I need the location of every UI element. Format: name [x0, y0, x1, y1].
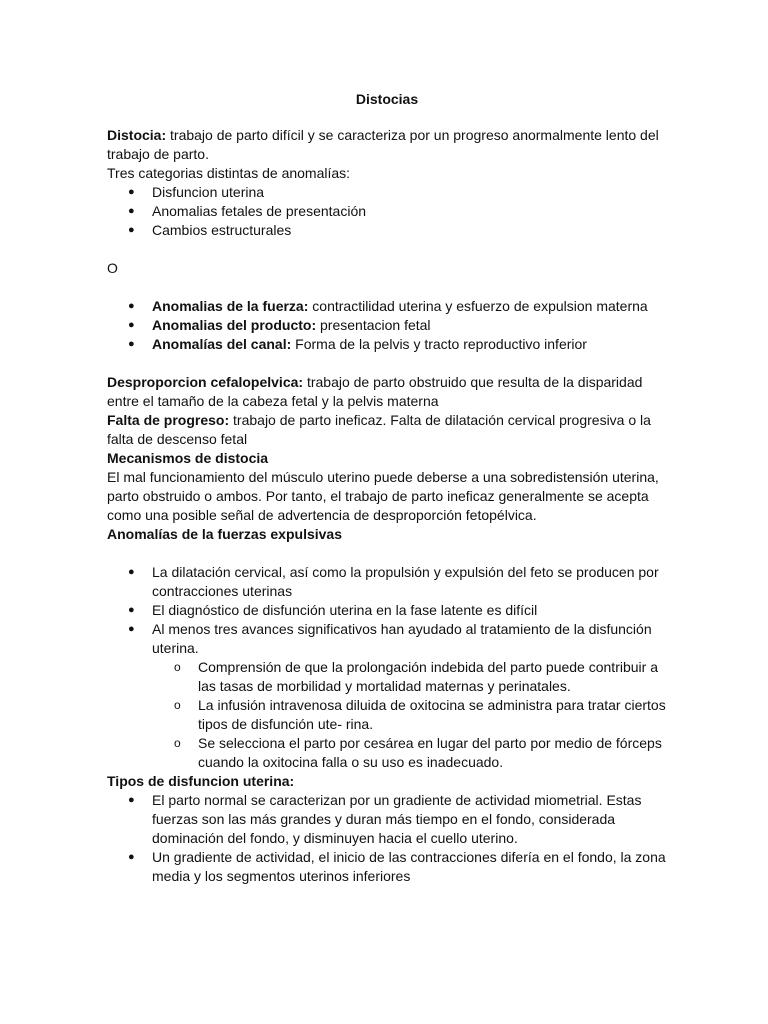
term-label: Anomalias de la fuerza:	[152, 298, 309, 314]
term-label: Distocia:	[107, 127, 167, 143]
anomaly-list	[107, 297, 667, 354]
list-item: ● Anomalias fetales de presentación	[107, 202, 667, 221]
fuerzas-list	[107, 563, 667, 658]
list-item	[107, 297, 667, 316]
page-title: Distocias	[355, 91, 419, 107]
term-text: trabajo de parto obstruido que resulta de la disparidad entre el tamaño de la cabeza fetal y la pelvis materna	[107, 374, 643, 409]
heading-text: Tipos de disfuncion uterina:	[107, 773, 295, 789]
term-text: trabajo de parto difícil y se caracteriza por un progreso anormalmente lento del trabajo de parto.	[107, 127, 659, 162]
list-item: ● La dilatación cervical, así como la propulsión y expulsión del feto se producen por contracciones uterinas	[107, 563, 667, 601]
list-item: ● Al menos tres avances significativos han ayudado al tratamiento de la disfunción uterina.	[107, 620, 667, 658]
term-label: Anomalias del producto:	[152, 317, 317, 333]
term-text: trabajo de parto ineficaz. Falta de dilatación cervical progresiva o la falta de descenso fetal	[107, 412, 651, 447]
term-label: Desproporcion cefalopelvica:	[107, 374, 304, 390]
paragraph-distocia	[107, 126, 667, 164]
or-text: O	[107, 260, 118, 276]
list-item: ● Un gradiente de actividad, el inicio de las contracciones difería en el fondo, la zona media y los segmentos uterinos inferiores	[107, 848, 667, 886]
term-text: contractilidad uterina y esfuerzo de expulsion materna	[308, 298, 648, 314]
tipos-list	[107, 791, 667, 886]
list-item	[107, 335, 667, 354]
list-item: ● Disfuncion uterina	[107, 183, 667, 202]
spacer	[107, 278, 667, 297]
term-text: Forma de la pelvis y tracto reproductivo inferior	[291, 336, 587, 352]
spacer	[107, 354, 667, 373]
heading-tipos	[107, 772, 667, 791]
paragraph-mecanismos: El mal funcionamiento del músculo uterino puede deberse a una sobredistensión uterina, parto obstruido o ambos. Por tanto, el trabajo de parto ineficaz generalmente se acepta como una posible señal de advertencia de desproporción fetopélvica.	[107, 469, 659, 523]
category-list	[107, 183, 667, 240]
list-item: ● El diagnóstico de disfunción uterina en la fase latente es difícil	[107, 601, 667, 620]
spacer	[107, 240, 667, 259]
paragraph-falta-progreso	[107, 411, 667, 449]
list-item: ● Cambios estructurales	[107, 221, 667, 240]
paragraph-desproporcion	[107, 373, 667, 411]
term-label: Falta de progreso:	[107, 412, 230, 428]
term-label: Anomalías del canal:	[152, 336, 292, 352]
heading-text: Anomalías de la fuerzas expulsivas	[107, 526, 342, 542]
document-body	[107, 90, 667, 886]
heading-anomalias	[107, 525, 667, 544]
term-text: presentacion fetal	[316, 317, 431, 333]
heading-mecanismos	[107, 449, 667, 468]
sub-list-item: o Comprensión de que la prolongación indebida del parto puede contribuir a las tasas de morbilidad y mortalidad maternas y perinatales.	[107, 658, 667, 696]
spacer	[107, 544, 667, 563]
heading-text: Mecanismos de distocia	[107, 450, 269, 466]
sub-list-item: o La infusión intravenosa diluida de oxitocina se administra para tratar ciertos tipos de disfunción ute- rina.	[107, 696, 667, 734]
sub-list-item: o Se selecciona el parto por cesárea en lugar del parto por medio de fórceps cuando la oxitocina falla o su uso es inadecuado.	[107, 734, 667, 772]
list-item: ● El parto normal se caracterizan por un gradiente de actividad miometrial. Estas fuerzas son las más grandes y duran más tiempo en el fondo, considerada dominación del fondo, y disminuyen hacia el cuello uterino.	[107, 791, 667, 848]
paragraph-categorias: Tres categorias distintas de anomalías:	[107, 165, 351, 181]
avances-sublist	[107, 658, 667, 772]
list-item	[107, 316, 667, 335]
